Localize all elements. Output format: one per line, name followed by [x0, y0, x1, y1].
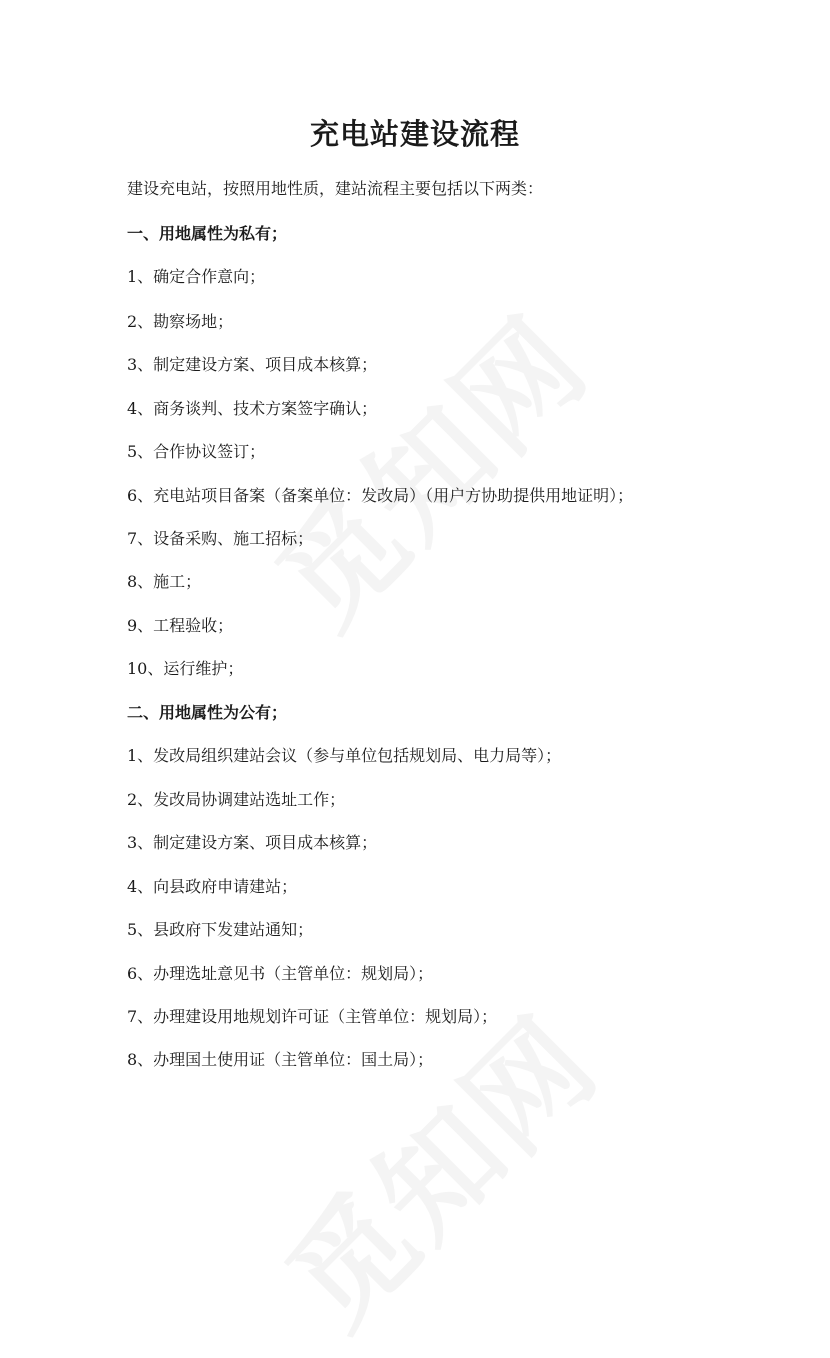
list-item: 6、充电站项目备案（备案单位：发改局）（用户方协助提供用地证明）；	[127, 486, 634, 505]
page-title: 充电站建设流程	[309, 117, 520, 151]
list-item: 4、向县政府申请建站；	[127, 877, 298, 896]
list-item: 9、工程验收；	[127, 616, 234, 635]
list-item: 7、办理建设用地规划许可证（主管单位：规划局）；	[127, 1007, 498, 1026]
watermark	[244, 974, 629, 1358]
list-item: 1、发改局组织建站会议（参与单位包括规划局、电力局等）；	[127, 746, 562, 765]
list-item: 4、商务谈判、技术方案签字确认；	[127, 399, 378, 418]
list-item: 3、制定建设方案、项目成本核算；	[127, 355, 378, 374]
list-item: 2、发改局协调建站选址工作；	[127, 790, 346, 809]
intro-paragraph: 建设充电站，按照用地性质，建站流程主要包括以下两类：	[127, 179, 544, 198]
list-item: 8、施工；	[127, 572, 202, 591]
watermark	[234, 274, 619, 659]
list-item: 3、制定建设方案、项目成本核算；	[127, 833, 378, 852]
section-heading-private: 一、用地属性为私有；	[127, 224, 288, 243]
list-item: 8、办理国土使用证（主管单位：国土局）；	[127, 1050, 434, 1069]
list-item: 1、确定合作意向；	[127, 267, 266, 286]
list-item: 5、合作协议签订；	[127, 442, 266, 461]
list-item: 2、勘察场地；	[127, 312, 234, 331]
list-item: 10、运行维护；	[127, 659, 244, 678]
section-heading-public: 二、用地属性为公有；	[127, 703, 288, 722]
list-item: 5、县政府下发建站通知；	[127, 920, 314, 939]
list-item: 6、办理选址意见书（主管单位：规划局）；	[127, 964, 434, 983]
list-item: 7、设备采购、施工招标；	[127, 529, 314, 548]
